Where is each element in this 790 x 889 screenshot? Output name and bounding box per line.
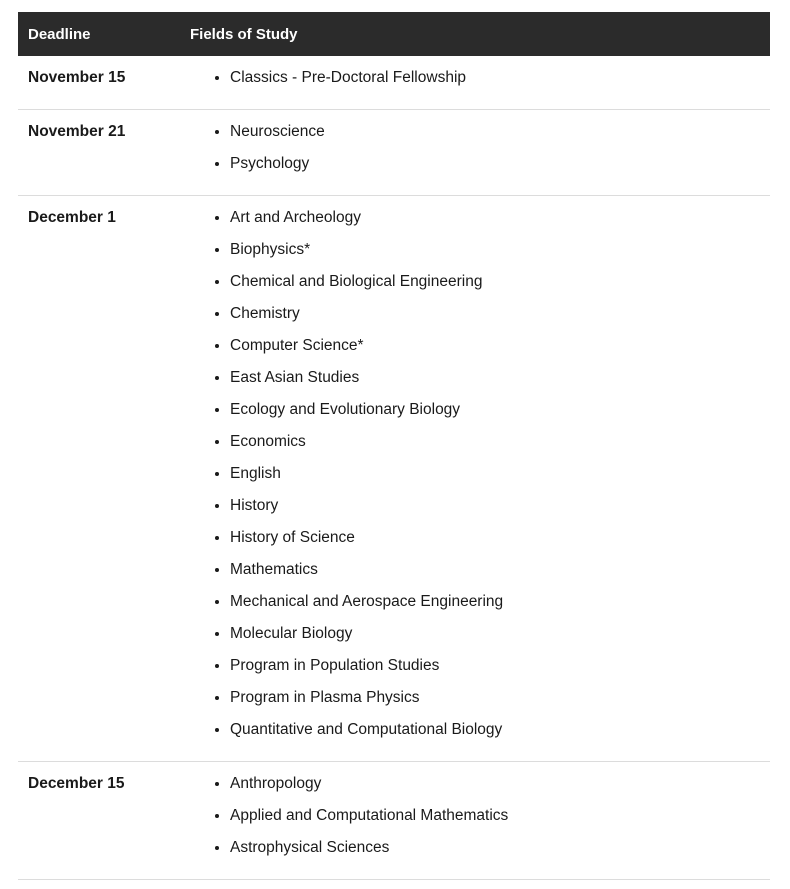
field-of-study-item: • Computer Science*	[230, 338, 760, 354]
field-of-study-item: • Biophysics*	[230, 242, 760, 258]
fields-cell	[180, 110, 770, 196]
table-body	[18, 56, 770, 880]
field-of-study-item: • Psychology	[230, 156, 760, 172]
field-of-study-item: • English	[230, 466, 760, 482]
field-of-study-item: • Molecular Biology	[230, 626, 760, 642]
field-of-study-item: • Economics	[230, 434, 760, 450]
field-of-study-item: • History	[230, 498, 760, 514]
field-of-study-item: • Mechanical and Aerospace Engineering	[230, 594, 760, 610]
deadline-date: November 21	[18, 110, 180, 196]
fields-column-header: Fields of Study	[190, 25, 298, 43]
field-of-study-item: • Classics - Pre-Doctoral Fellowship	[230, 70, 760, 86]
fields-list	[190, 210, 760, 738]
table-row	[18, 762, 770, 880]
table-row	[18, 56, 770, 110]
fields-cell	[180, 196, 770, 762]
table-header	[18, 12, 770, 56]
fields-list	[190, 776, 760, 856]
deadline-date: November 15	[18, 56, 180, 110]
deadline-date: December 15	[18, 762, 180, 880]
field-of-study-item: • Mathematics	[230, 562, 760, 578]
field-of-study-item: • Neuroscience	[230, 124, 760, 140]
field-of-study-item: • Program in Population Studies	[230, 658, 760, 674]
fields-list	[190, 70, 760, 86]
deadlines-table	[18, 12, 770, 880]
header-row	[18, 12, 770, 56]
field-of-study-item: • Ecology and Evolutionary Biology	[230, 402, 760, 418]
field-of-study-item: • East Asian Studies	[230, 370, 760, 386]
field-of-study-item: • Program in Plasma Physics	[230, 690, 760, 706]
table-row	[18, 110, 770, 196]
fields-cell	[180, 56, 770, 110]
field-of-study-item: • Art and Archeology	[230, 210, 760, 226]
deadline-date: December 1	[18, 196, 180, 762]
field-of-study-item: • Anthropology	[230, 776, 760, 792]
field-of-study-item: • Astrophysical Sciences	[230, 840, 760, 856]
fields-list	[190, 124, 760, 172]
fields-cell	[180, 762, 770, 880]
field-of-study-item: • Chemistry	[230, 306, 760, 322]
field-of-study-item: • Chemical and Biological Engineering	[230, 274, 760, 290]
table-row	[18, 196, 770, 762]
field-of-study-item: • Quantitative and Computational Biology	[230, 722, 760, 738]
field-of-study-item: • Applied and Computational Mathematics	[230, 808, 760, 824]
field-of-study-item: • History of Science	[230, 530, 760, 546]
deadline-column-header: Deadline	[28, 25, 91, 43]
